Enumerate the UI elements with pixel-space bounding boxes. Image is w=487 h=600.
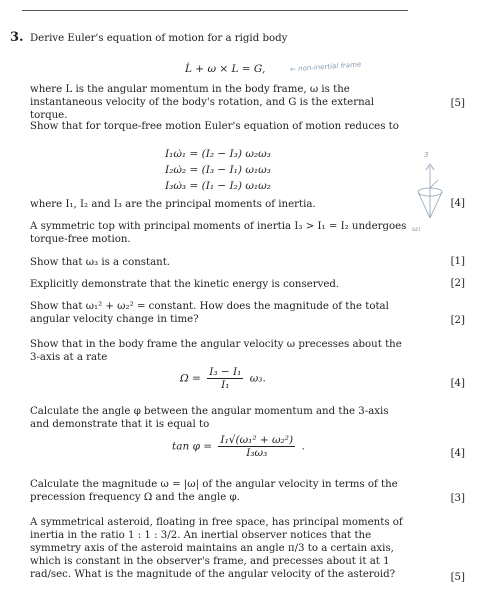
where-principal: where I₁, I₂ and I₃ are the principal moments of inertia. xyxy=(30,199,316,210)
where-definitions: where L is the angular momentum in the body frame, ω is the instantaneous velocity of the body's rotation, and G is the external torque. xyxy=(30,84,374,121)
question-intro: Derive Euler's equation of motion for a rigid body xyxy=(30,33,288,44)
question-number: 3. xyxy=(10,30,24,45)
show-sum-squares: Show that ω₁² + ω₂² = constant. How does the magnitude of the total angular velocity change in time? xyxy=(30,301,389,325)
mark-5b: [5] xyxy=(450,572,465,583)
omega-lhs: Ω = xyxy=(180,372,201,385)
omega-denominator: I₁ xyxy=(221,379,230,391)
tan-lhs: tan φ = xyxy=(172,440,213,453)
handwritten-note: ← non-inertial frame xyxy=(289,60,362,74)
precession-text: Show that in the body frame the angular velocity ω precesses about the 3-axis at a rate xyxy=(30,339,402,363)
euler-equation: L̇ + ω × L = G, xyxy=(185,63,266,75)
show-torque-free: Show that for torque-free motion Euler's equation of motion reduces to xyxy=(30,121,399,132)
mark-4c: [4] xyxy=(450,448,465,459)
omega-numerator: I₃ − I₁ xyxy=(209,366,242,378)
tan-tail: . xyxy=(301,440,305,453)
tan-denominator: I₃ω₃ xyxy=(246,447,268,459)
show-constant: Show that ω₃ is a constant. xyxy=(30,257,171,268)
mark-4b: [4] xyxy=(450,378,465,389)
omega-formula xyxy=(180,366,266,391)
symmetric-top: A symmetric top with principal moments of inertia I₃ > I₁ = I₂ undergoes torque-free motion. xyxy=(30,221,407,245)
sketch-label-top: 3 xyxy=(424,151,429,159)
tan-fraction xyxy=(218,434,295,459)
mark-2b: [2] xyxy=(450,315,465,326)
euler-component-2: I₂ω̇₂ = (I₃ − I₁) ω₁ω₃ xyxy=(165,164,271,176)
euler-component-1: I₁ω̇₁ = (I₂ − I₃) ω₂ω₃ xyxy=(165,148,271,160)
mark-4a: [4] xyxy=(450,198,465,209)
sketch-label-bottom: ω₁ xyxy=(412,225,421,233)
mark-5a: [5] xyxy=(450,98,465,109)
angle-phi-text: Calculate the angle φ between the angular momentum and the 3-axis and demonstrate that it is equal to xyxy=(30,406,389,430)
kinetic-energy: Explicitly demonstrate that the kinetic energy is conserved. xyxy=(30,279,340,290)
euler-component-3: I₃ω̇₃ = (I₁ − I₂) ω₁ω₂ xyxy=(165,180,271,192)
top-rule xyxy=(22,10,408,11)
mark-3: [3] xyxy=(450,493,465,504)
asteroid-problem: A symmetrical asteroid, floating in free space, has principal moments of inertia in the ratio 1 : 1 : 3/2. An inertial observer notices that the symmetry axis of the asteroid maintains an angle π/3 to a certain axis, which is constant in the observer's frame, and precesses about it at 1 rad/sec. What is the magnitude of the angular velocity of the asteroid? xyxy=(30,517,403,580)
tan-numerator: I₁√(ω₁² + ω₂²) xyxy=(220,434,294,446)
mark-2a: [2] xyxy=(450,278,465,289)
omega-tail: ω₃. xyxy=(249,372,266,385)
handwritten-top-sketch-icon xyxy=(408,158,453,228)
calc-magnitude: Calculate the magnitude ω = |ω| of the angular velocity in terms of the precession frequency Ω and the angle φ. xyxy=(30,479,398,503)
omega-fraction xyxy=(207,366,243,391)
tan-phi-formula xyxy=(172,434,305,459)
mark-1: [1] xyxy=(450,256,465,267)
